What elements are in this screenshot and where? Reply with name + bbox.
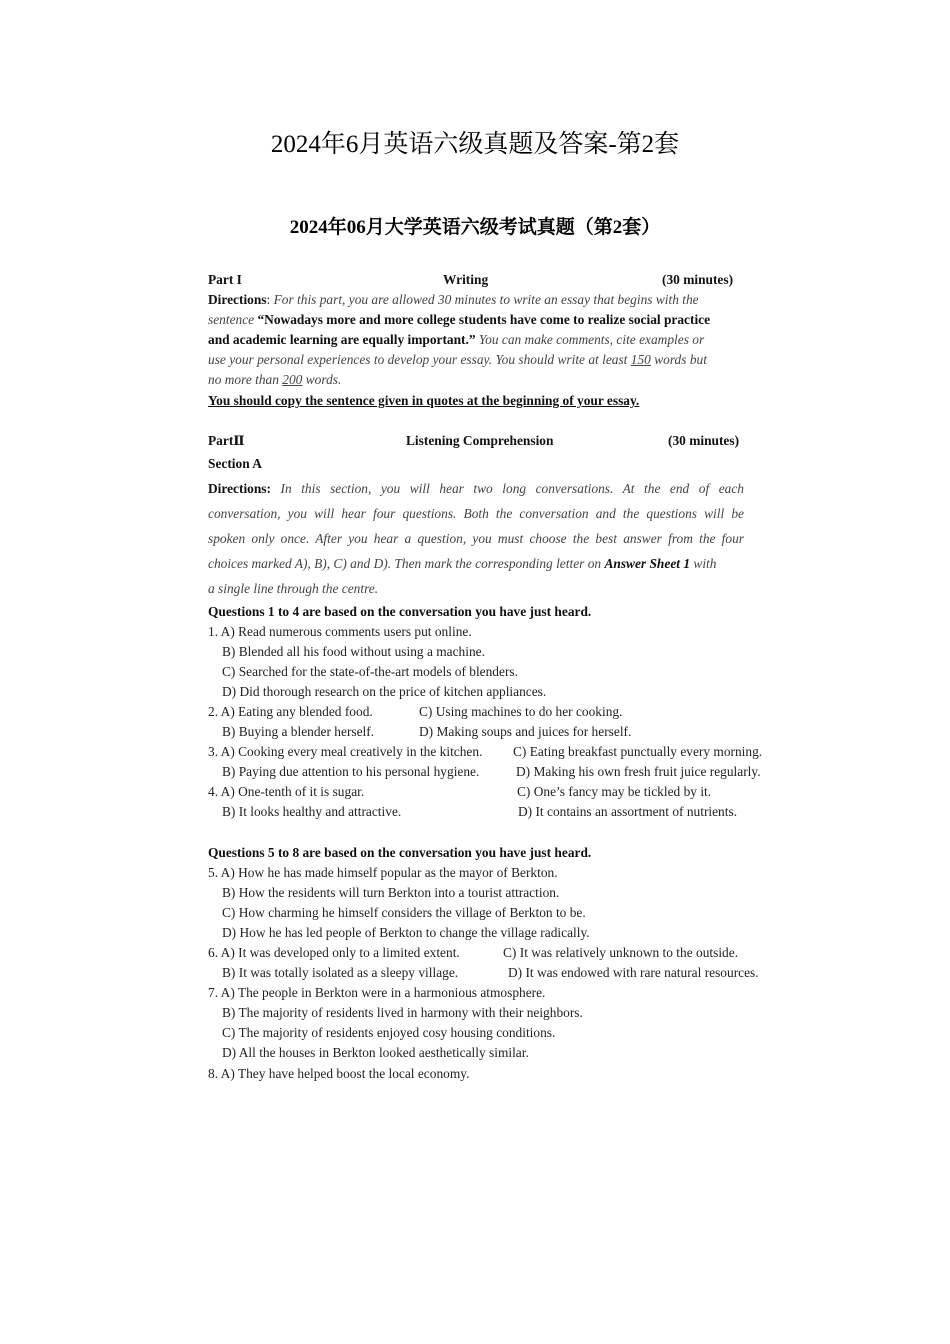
q2-option-c: C) Using machines to do her cooking. — [419, 704, 623, 719]
part1-directions-line-1 — [208, 292, 699, 308]
q5-option-b: B) How the residents will turn Berkton into a tourist attraction. — [222, 885, 560, 900]
part2-time: (30 minutes) — [668, 433, 740, 448]
part1-directions-sentence-word: sentence — [208, 312, 255, 327]
part1-directions-label: Directions — [208, 292, 267, 307]
q8-option-a: 8. A) They have helped boost the local economy. — [208, 1066, 470, 1081]
part1-copy-note: You should copy the sentence given in quotes at the beginning of your essay. — [208, 393, 640, 408]
part1-directions-text-5b: words. — [305, 372, 342, 387]
part2-name: Listening Comprehension — [406, 433, 554, 448]
part1-quote-line-2: and academic learning are equally important.” — [208, 332, 476, 347]
q6-option-b: B) It was totally isolated as a sleepy village. — [222, 965, 459, 980]
q7-option-d: D) All the houses in Berkton looked aesthetically similar. — [222, 1045, 529, 1060]
q1-option-a: 1. A) Read numerous comments users put online. — [208, 624, 472, 639]
q2-option-b: B) Buying a blender herself. — [222, 724, 375, 739]
q3-option-c: C) Eating breakfast punctually every morning. — [513, 744, 763, 759]
part2-directions-label: Directions: — [208, 481, 271, 496]
q6-option-a: 6. A) It was developed only to a limited extent. — [208, 945, 460, 960]
part2-label: PartⅡ — [208, 433, 245, 448]
q3-option-a: 3. A) Cooking every meal creatively in the kitchen. — [208, 744, 483, 759]
part1-label: Part I — [208, 272, 242, 287]
part1-directions-line-3 — [208, 332, 704, 348]
document-title: 2024年6月英语六级真题及答案-第2套 — [270, 131, 680, 158]
q6-option-c: C) It was relatively unknown to the outside. — [503, 945, 739, 960]
part2-directions-text-4: choices marked A), B), C) and D). Then mark the corresponding letter on — [208, 556, 602, 571]
part2-directions-text-1: In this section, you will hear two long conversations. At the end of each — [280, 481, 744, 496]
q1-option-c: C) Searched for the state-of-the-art models of blenders. — [222, 664, 518, 679]
part2-directions-with: with — [693, 556, 717, 571]
questions-5-8-heading: Questions 5 to 8 are based on the conversation you have just heard. — [208, 845, 592, 860]
part1-directions-line-2 — [208, 312, 710, 328]
part2-directions-line-3: spoken only once. After you hear a question, you must choose the best answer from the four — [208, 531, 744, 546]
part1-name: Writing — [443, 272, 489, 287]
q4-option-c: C) One’s fancy may be tickled by it. — [517, 784, 712, 799]
part1-directions-text-4b: words but — [654, 352, 707, 367]
q5-option-a: 5. A) How he has made himself popular as the mayor of Berkton. — [208, 865, 558, 880]
part1-time: (30 minutes) — [662, 272, 734, 287]
part1-directions-colon: : — [266, 292, 271, 307]
q4-option-a: 4. A) One-tenth of it is sugar. — [208, 784, 365, 799]
part2-directions-line-4 — [208, 556, 716, 572]
questions-1-4-heading: Questions 1 to 4 are based on the conversation you have just heard. — [208, 604, 592, 619]
answer-sheet-label: Answer Sheet 1 — [604, 556, 691, 571]
part1-directions-line-4 — [208, 352, 707, 368]
part1-max-words: 200 — [282, 372, 303, 387]
q6-option-d: D) It was endowed with rare natural resources. — [508, 965, 759, 980]
part1-directions-text-4: use your personal experiences to develop your essay. You should write at least — [208, 352, 628, 367]
q7-option-a: 7. A) The people in Berkton were in a harmonious atmosphere. — [208, 985, 546, 1000]
part1-directions-line-5 — [208, 372, 341, 388]
part1-directions-text-1: For this part, you are allowed 30 minutes to write an essay that begins with the — [273, 292, 699, 307]
part1-directions-text-3: You can make comments, cite examples or — [478, 332, 705, 347]
q3-option-d: D) Making his own fresh fruit juice regularly. — [516, 764, 761, 779]
q1-option-b: B) Blended all his food without using a machine. — [222, 644, 485, 659]
q4-option-d: D) It contains an assortment of nutrients. — [518, 804, 738, 819]
part2-directions-line-1 — [208, 481, 744, 497]
part1-directions-text-5: no more than — [208, 372, 279, 387]
q2-option-a: 2. A) Eating any blended food. — [208, 704, 373, 719]
q2-option-d: D) Making soups and juices for herself. — [419, 724, 632, 739]
part2-directions-line-5: a single line through the centre. — [208, 581, 379, 596]
q7-option-c: C) The majority of residents enjoyed cosy housing conditions. — [222, 1025, 556, 1040]
q3-option-b: B) Paying due attention to his personal hygiene. — [222, 764, 480, 779]
exam-title: 2024年06月大学英语六级考试真题（第2套） — [289, 217, 661, 238]
q5-option-d: D) How he has led people of Berkton to change the village radically. — [222, 925, 590, 940]
q7-option-b: B) The majority of residents lived in harmony with their neighbors. — [222, 1005, 583, 1020]
q1-option-d: D) Did thorough research on the price of kitchen appliances. — [222, 684, 547, 699]
part1-quote-line-1: “Nowadays more and more college students have come to realize social practice — [257, 312, 711, 327]
part2-section-label: Section A — [208, 456, 262, 471]
q5-option-c: C) How charming he himself considers the village of Berkton to be. — [222, 905, 586, 920]
q4-option-b: B) It looks healthy and attractive. — [222, 804, 402, 819]
part1-min-words: 150 — [630, 352, 651, 367]
part2-directions-line-2: conversation, you will hear four questions. Both the conversation and the questions will be — [208, 506, 744, 521]
